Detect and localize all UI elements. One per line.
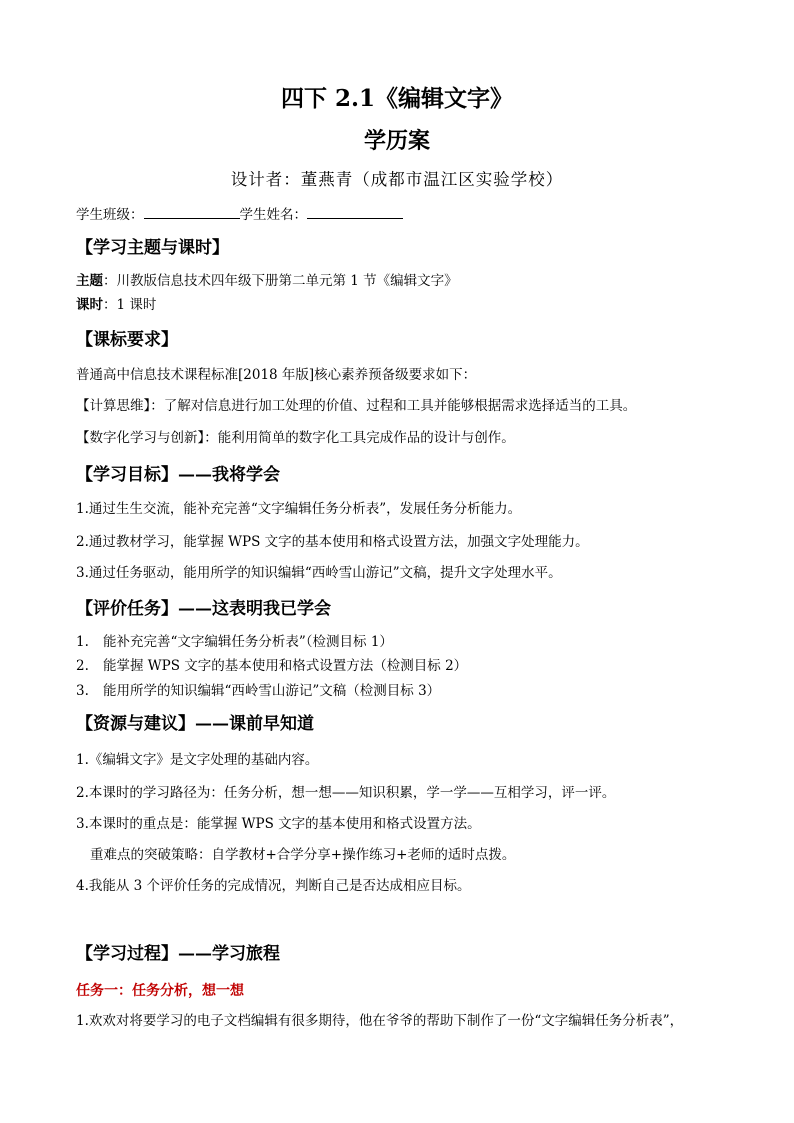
designer-line: 设计者：董燕青（成都市温江区实验学校） [230,170,564,189]
standards-item-2: 【数字化学习与创新】：能利用简单的数字化工具完成作品的设计与创作。 [76,430,515,446]
goal-item: 1.通过生生交流，能补充完善“文字编辑任务分析表”，发展任务分析能力。 [76,501,522,517]
resource-item: 1.《编辑文字》是文字处理的基础内容。 [76,752,319,768]
name-blank[interactable] [307,205,403,219]
standards-item-1: 【计算思维】：了解对信息进行加工处理的价值、过程和工具并能够根据需求选择适当的工具。 [76,398,637,414]
task-item [76,682,440,700]
resource-item: 4.我能从 3 个评价任务的完成情况，判断自己是否达成相应目标。 [76,878,471,894]
period-text: ：1 课时 [103,297,157,313]
task-item [76,657,467,675]
resource-item: 2.本课时的学习路径为：任务分析，想一想——知识积累，学一学——互相学习，评一评。 [76,785,616,801]
task-number: 3. [76,683,89,699]
subject-text: ：川教版信息技术四年级下册第二单元第 1 节《编辑文字》 [103,273,458,289]
goal-item: 2.通过教材学习，能掌握 WPS 文字的基本使用和格式设置方法，加强文字处理能力。 [76,534,589,550]
topic-subject [76,272,458,290]
goals-heading: 【学习目标】——我将学会 [76,465,280,485]
document-title: 四下 2.1《编辑文字》 [280,85,514,112]
task-number: 2. [76,658,89,674]
name-label: 学生姓名： [239,207,307,223]
standards-heading: 【课标要求】 [76,330,178,350]
resources-heading: 【资源与建议】——课前早知道 [76,714,314,734]
resource-strategy: 重难点的突破策略：自学教材+合学分享+操作练习+老师的适时点拨。 [90,847,516,863]
task-text: 能补充完善“文字编辑任务分析表”（检测目标 1） [103,634,393,650]
resource-item: 3.本课时的重点是：能掌握 WPS 文字的基本使用和格式设置方法。 [76,816,481,832]
period-label: 课时 [76,297,103,313]
process-heading: 【学习过程】——学习旅程 [76,944,280,964]
task-text: 能用所学的知识编辑“西岭雪山游记”文稿（检测目标 3） [103,683,441,699]
goal-item: 3.通过任务驱动，能用所学的知识编辑“西岭雪山游记”文稿，提升文字处理水平。 [76,565,562,581]
student-info-line [76,205,403,224]
class-label: 学生班级： [76,207,144,223]
task1-title: 任务一：任务分析，想一想 [76,983,244,999]
standards-intro: 普通高中信息技术课程标准[2018 年版]核心素养预备级要求如下： [76,367,477,383]
process-paragraph: 1.欢欢对将要学习的电子文档编辑有很多期待，他在爷爷的帮助下制作了一份“文字编辑任务分析表”， [76,1013,684,1029]
class-blank[interactable] [144,205,240,219]
topic-heading: 【学习主题与课时】 [76,238,229,258]
subject-label: 主题 [76,273,103,289]
task-text: 能掌握 WPS 文字的基本使用和格式设置方法（检测目标 2） [103,658,468,674]
task-item [76,633,393,651]
topic-period [76,296,156,314]
document-subtitle: 学历案 [363,128,430,154]
tasks-heading: 【评价任务】——这表明我已学会 [76,599,331,619]
task-number: 1. [76,634,89,650]
